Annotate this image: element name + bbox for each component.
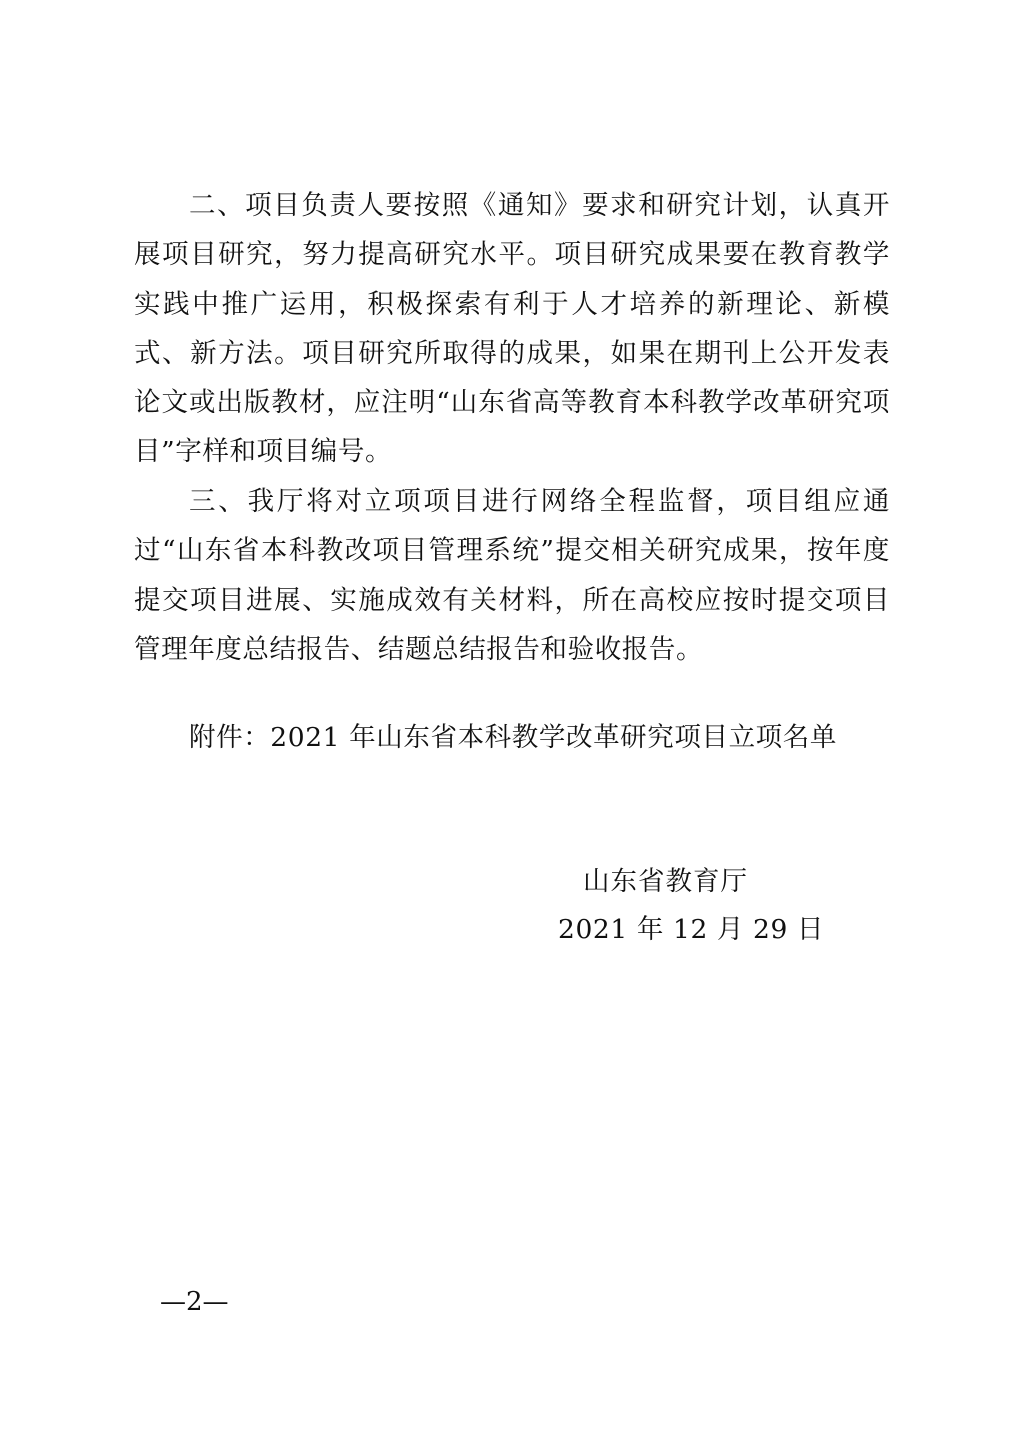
paragraph-item-3: 三、我厅将对立项项目进行网络全程监督，项目组应通过“山东省本科教改项目管理系统”提交相关研究成果，按年度提交项目进展、实施成效有关材料，所在高校应按时提交项目管理年度总结报告、结题总结报告和验收报告。 (134, 486, 890, 665)
attachment-line: 附件：2021 年山东省本科教学改革研究项目立项名单 (189, 722, 837, 753)
signature-date: 2021 年 12 月 29 日 (558, 914, 825, 945)
paragraph-item-2: 二、项目负责人要按照《通知》要求和研究计划，认真开展项目研究，努力提高研究水平。项目研究成果要在教育教学实践中推广运用，积极探索有利于人才培养的新理论、新模式、新方法。项目研究所取得的成果，如果在期刊上公开发表论文或出版教材，应注明“山东省高等教育本科教学改革研究项目”字样和项目编号。 (134, 190, 890, 468)
page-number: —2— (160, 1287, 229, 1317)
signature-organization: 山东省教育厅 (583, 866, 748, 897)
